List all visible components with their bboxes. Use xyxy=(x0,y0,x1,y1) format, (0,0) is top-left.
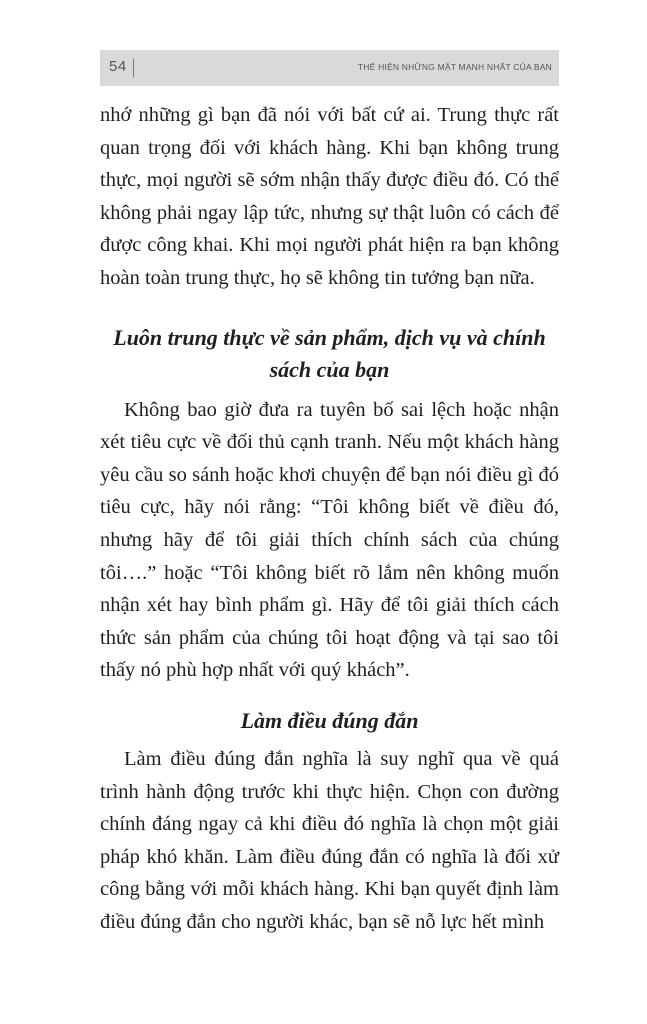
header-divider xyxy=(133,59,134,77)
section-heading-do-right-line1: Làm điều đúng đắn xyxy=(240,707,419,733)
page-number: 54 xyxy=(109,58,127,75)
section-heading-honesty xyxy=(100,322,559,386)
paragraph-continued: nhớ những gì bạn đã nói với bất cứ ai. Trung thực rất quan trọng đối với khách hàng. Khi bạn không trung thực, mọi người sẽ sớm nhận thấy được điều đó. Có thể không phải ngay lập tức, nhưng sự thật luôn có cách để được công khai. Khi mọi người phát hiện ra bạn không hoàn toàn trung thực, họ sẽ không tin tưởng bạn nữa. xyxy=(100,104,559,289)
running-title: THỂ HIỆN NHỮNG MẶT MẠNH NHẤT CỦA BẠN xyxy=(357,62,552,72)
section-heading-do-right xyxy=(100,705,559,737)
section-heading-honesty-line2: sách của bạn xyxy=(269,356,390,382)
section-heading-honesty-line1: Luôn trung thực về sản phẩm, dịch vụ và chính xyxy=(113,324,546,350)
running-header xyxy=(100,50,559,86)
paragraph-do-right: Làm điều đúng đắn nghĩa là suy nghĩ qua về quá trình hành động trước khi thực hiện. Chọn con đường chính đáng ngay cả khi điều đó nghĩa là chọn một giải pháp khó khăn. Làm điều đúng đắn có nghĩa là đối xử công bằng với mỗi khách hàng. Khi bạn quyết định làm điều đúng đắn cho người khác, bạn sẽ nỗ lực hết mình xyxy=(100,747,559,933)
paragraph-honesty: Không bao giờ đưa ra tuyên bố sai lệch hoặc nhận xét tiêu cực về đối thủ cạnh tranh. Nếu một khách hàng yêu cầu so sánh hoặc khơi chuyện để bạn nói điều gì đó tiêu cực, hãy nói rằng: “Tôi không biết về điều đó, nhưng hãy để tôi giải thích chính sách của chúng tôi….” hoặc “Tôi không biết rõ lắm nên không muốn nhận xét hay bình phẩm gì. Hãy để tôi giải thích cách thức sản phẩm của chúng tôi hoạt động và tại sao tôi thấy nó phù hợp nhất với quý khách”. xyxy=(100,398,559,682)
page-body xyxy=(100,99,559,938)
